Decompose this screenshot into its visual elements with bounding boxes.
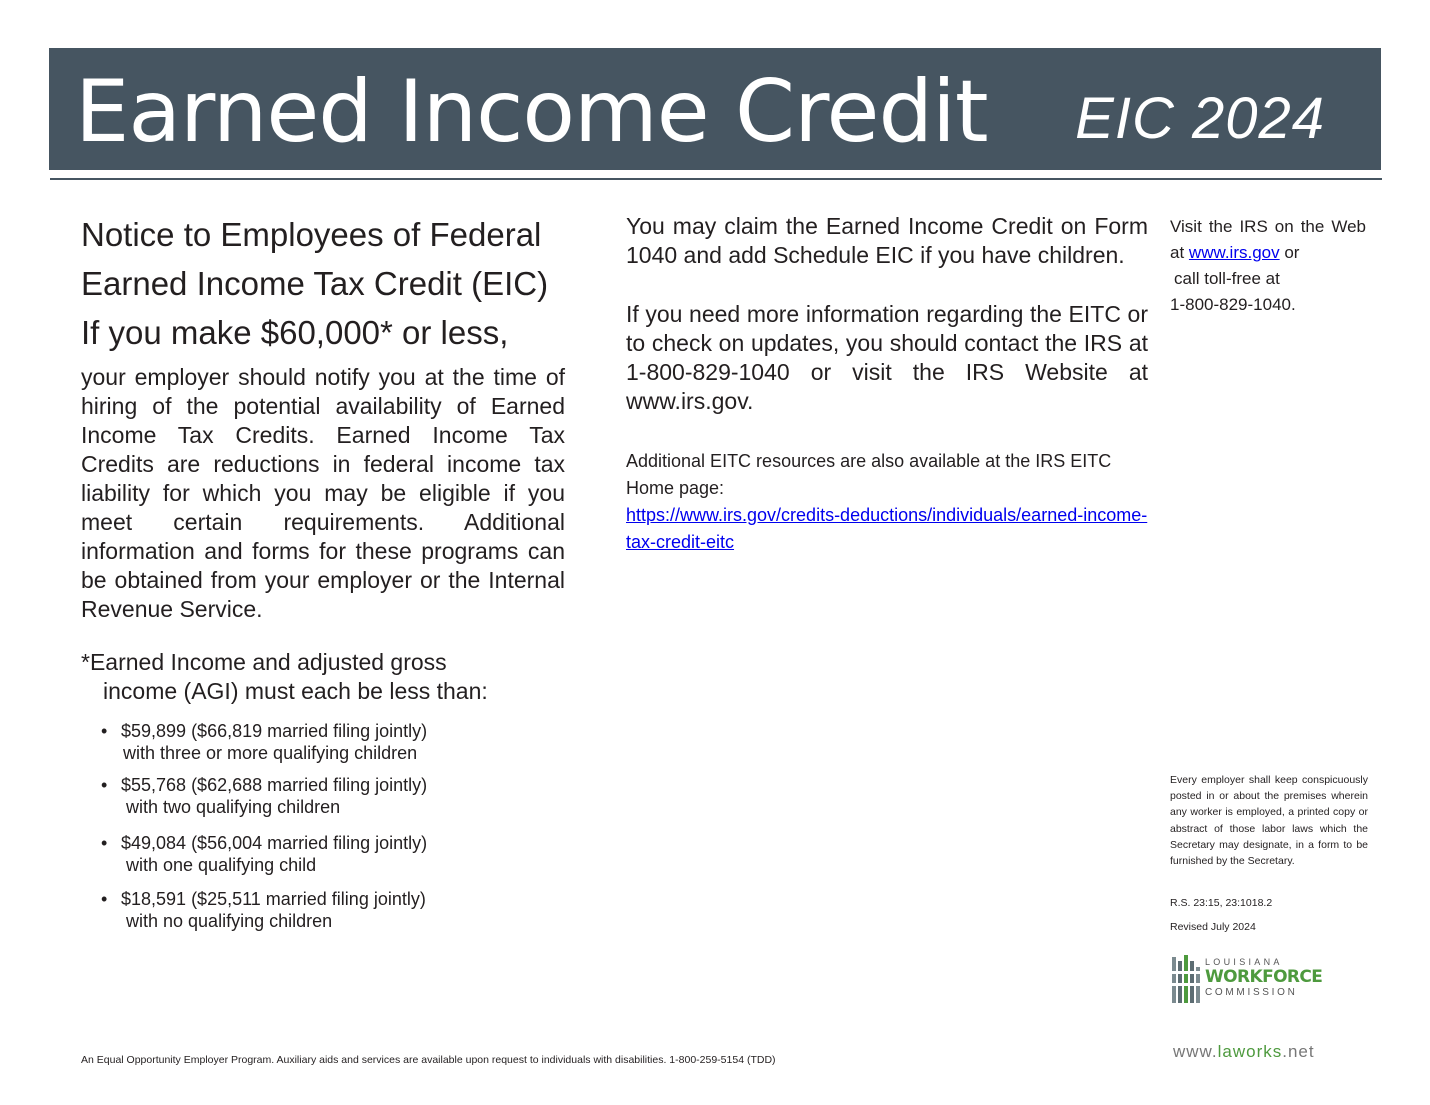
irs-phone-number: 1-800-829-1040. — [1170, 295, 1296, 314]
notice-heading-line-1: Notice to Employees of Federal — [81, 216, 542, 253]
website-name: laworks — [1217, 1042, 1283, 1061]
lwc-building-icon — [1172, 953, 1200, 1005]
threshold-amount: $59,899 ($66,819 married filing jointly) — [121, 721, 428, 741]
lwc-logo-line-2: WORKFORCE — [1205, 967, 1323, 987]
page-title: Earned Income Credit — [75, 62, 988, 162]
threshold-amount: $18,591 ($25,511 married filing jointly) — [121, 889, 426, 909]
resources-block — [626, 448, 1148, 556]
resources-text: Additional EITC resources are also available at the IRS EITC Home page: — [626, 451, 1112, 498]
form-code: EIC 2024 — [1075, 86, 1325, 151]
irs-website-link[interactable]: www.irs.gov — [1188, 243, 1280, 262]
lwc-logo — [1172, 953, 1323, 1005]
middle-column — [626, 212, 1148, 556]
more-info-text: If you need more information regarding the EITC or to check on updates, you should contact the IRS at 1-800-829-1040 or visit the IRS Website at www.irs.gov. — [626, 301, 1148, 414]
income-threshold-list — [81, 720, 565, 932]
header-divider — [50, 178, 1382, 180]
agi-intro — [81, 648, 545, 706]
lwc-logo-line-1: LOUISIANA — [1205, 957, 1283, 967]
threshold-amount: $49,084 ($56,004 married filing jointly) — [121, 833, 428, 853]
notice-heading-line-3: If you make $60,000* or less, — [81, 314, 509, 351]
threshold-amount: $55,768 ($62,688 married filing jointly) — [121, 775, 428, 795]
threshold-detail: with three or more qualifying children — [123, 743, 418, 763]
visit-call-text: call toll-free at — [1174, 269, 1280, 288]
notice-heading-line-2: Earned Income Tax Credit (EIC) — [81, 265, 549, 302]
threshold-detail: with one qualifying child — [126, 855, 317, 875]
statute-reference: R.S. 23:15, 23:1018.2 — [1170, 897, 1273, 909]
visit-prefix: Visit the IRS on the Web at — [1170, 217, 1366, 262]
left-column — [81, 210, 565, 942]
claim-text: You may claim the Earned Income Credit on Form 1040 and add Schedule EIC if you have children. — [626, 213, 1148, 268]
right-column — [1170, 214, 1366, 318]
website-prefix: www. — [1173, 1042, 1218, 1061]
list-item — [81, 832, 565, 876]
visit-irs-text — [1170, 214, 1366, 318]
title-banner — [49, 48, 1381, 170]
agi-intro-line-1: *Earned Income and adjusted gross — [81, 649, 447, 675]
bullet-icon: • — [101, 833, 108, 853]
bullet-icon: • — [101, 775, 108, 795]
bullet-icon: • — [101, 721, 108, 741]
revision-date: Revised July 2024 — [1170, 921, 1256, 933]
laworks-website[interactable] — [1173, 1042, 1315, 1062]
notice-body-text: your employer should notify you at the time of hiring of the potential availability of Earned Income Tax Credits. Earned Income Tax Credits are reductions in federal income tax liability for which you may be eligible if you meet certain requirements. Additional information and forms for these programs can be obtained from your employer or the Internal Revenue Service. — [81, 364, 565, 622]
eitc-homepage-link[interactable]: https://www.irs.gov/credits-deductions/individuals/earned-income-tax-credit-eitc — [626, 505, 1148, 552]
equal-opportunity-footer: An Equal Opportunity Employer Program. Auxiliary aids and services are available upon request to individuals with disabilities. 1-800-259-5154 (TDD) — [81, 1054, 776, 1066]
visit-suffix: or — [1284, 243, 1300, 262]
posting-requirement-notice: Every employer shall keep conspicuously posted in or about the premises wherein any worker is employed, a printed copy or abstract of those labor laws which the Secretary may designate, in a form to be furnished by the Secretary. — [1170, 774, 1368, 868]
lwc-wordmark — [1205, 957, 1322, 999]
list-item — [81, 720, 565, 764]
lwc-logo-line-3: COMMISSION — [1205, 987, 1298, 998]
agi-intro-line-2: income (AGI) must each be less than: — [103, 678, 488, 704]
list-item — [81, 888, 565, 932]
threshold-detail: with no qualifying children — [126, 911, 333, 931]
bullet-icon: • — [101, 889, 108, 909]
threshold-detail: with two qualifying children — [126, 797, 341, 817]
website-suffix: .net — [1282, 1042, 1315, 1061]
list-item — [81, 774, 565, 818]
